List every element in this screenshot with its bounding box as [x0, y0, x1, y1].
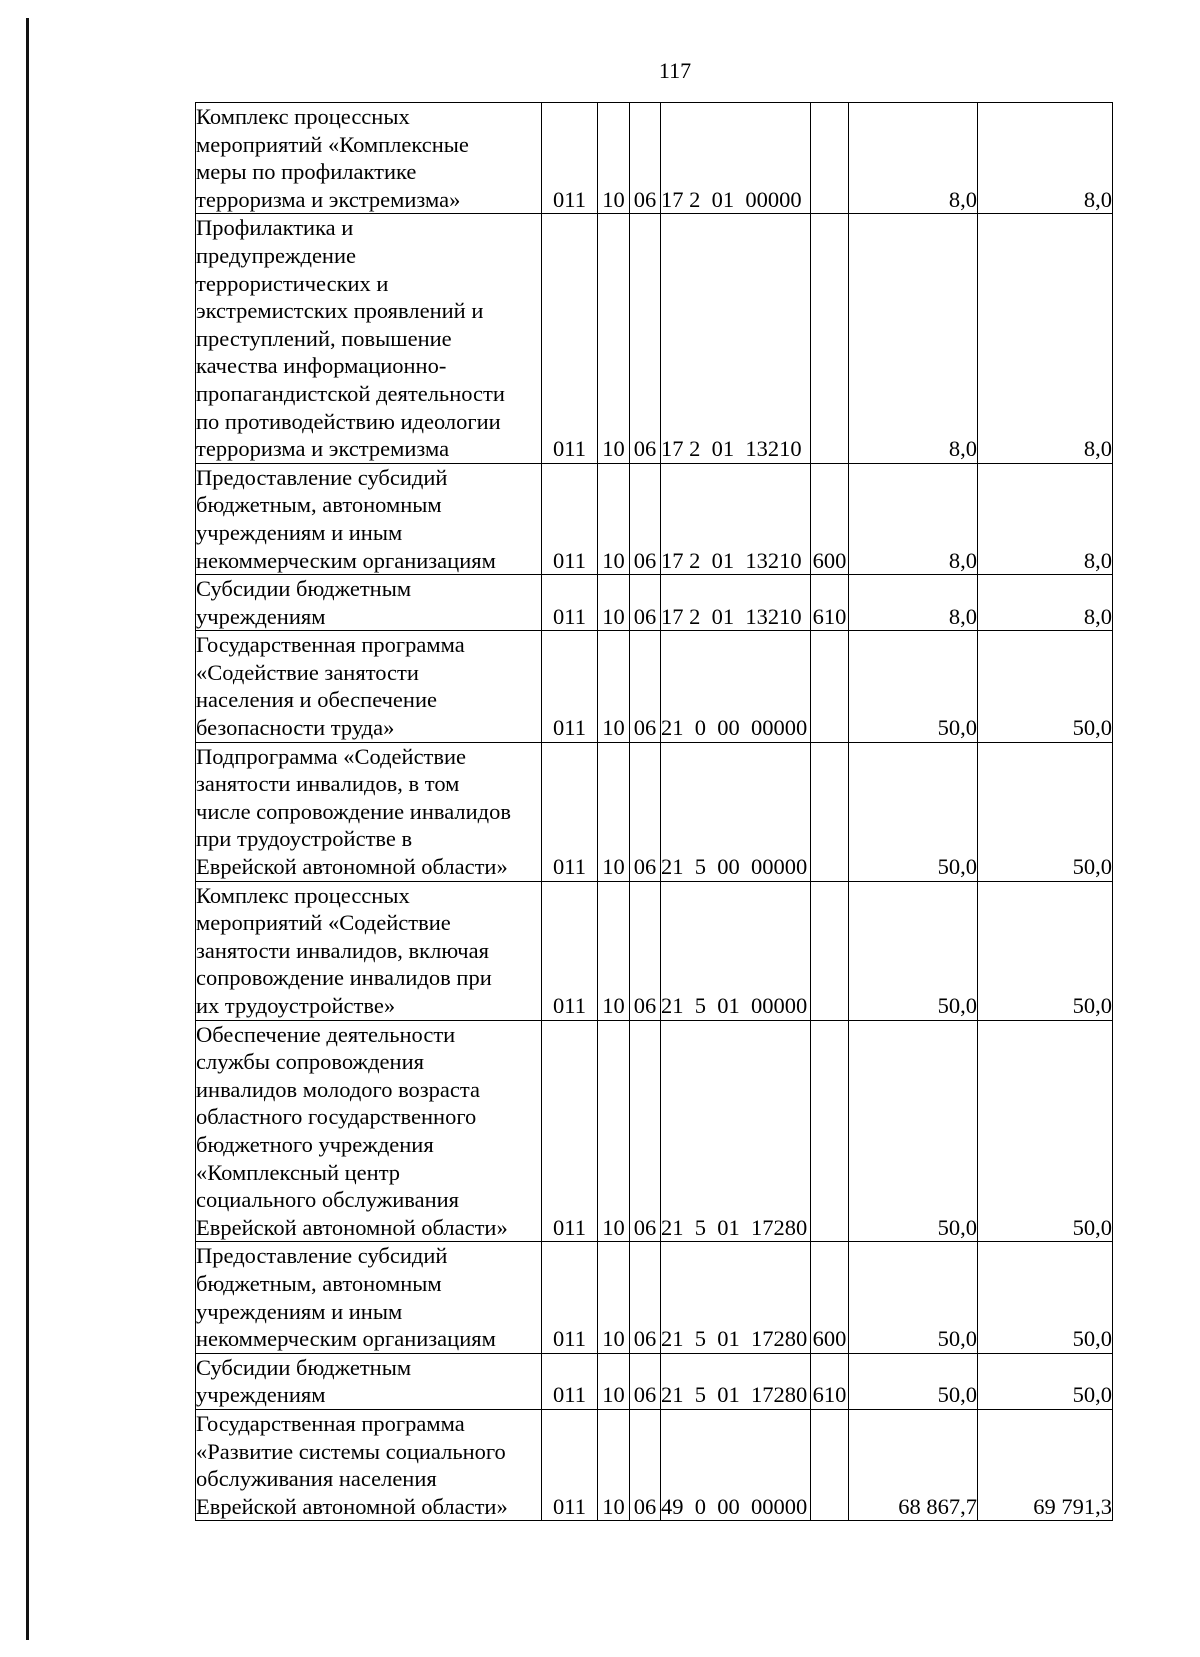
description-cell: [196, 1353, 542, 1409]
description-cell: [196, 214, 542, 463]
amount-year1-cell: 50,0: [849, 1242, 978, 1353]
amount-year1-cell: 50,0: [849, 631, 978, 742]
amount-year1-cell: 8,0: [849, 575, 978, 631]
description-line: пропагандистской деятельности: [196, 380, 505, 406]
expense-type-cell: [811, 103, 849, 214]
description-cell: [196, 1020, 542, 1242]
amount-year1-cell: 50,0: [849, 742, 978, 881]
admin-code-cell: 011: [542, 881, 598, 1020]
amount-year2-cell: 69 791,3: [978, 1409, 1113, 1520]
description-line: Обеспечение деятельности: [196, 1021, 456, 1047]
description-line: занятости инвалидов, включая: [196, 937, 489, 963]
amount-year2-cell: 50,0: [978, 631, 1113, 742]
section-code-cell: 10: [598, 631, 630, 742]
description-line: по противодействию идеологии: [196, 408, 501, 434]
description-cell: [196, 631, 542, 742]
expense-type-cell: [811, 881, 849, 1020]
table-row: [196, 214, 1113, 463]
description-line: преступлений, повышение: [196, 325, 452, 351]
description-line: их трудоустройстве»: [196, 993, 396, 1018]
target-article-cell: 21 5 01 00000: [661, 881, 811, 1020]
description-line: мероприятий «Содействие: [196, 910, 451, 936]
description-cell: [196, 881, 542, 1020]
expense-type-cell: 600: [811, 1242, 849, 1353]
subsection-code-cell: 06: [630, 1409, 661, 1520]
description-line: предупреждение: [196, 242, 357, 268]
amount-year2-cell: 50,0: [978, 1020, 1113, 1242]
target-article-cell: 21 5 01 17280: [661, 1242, 811, 1353]
subsection-code-cell: 06: [630, 631, 661, 742]
subsection-code-cell: 06: [630, 1242, 661, 1353]
target-article-cell: 17 2 01 13210: [661, 575, 811, 631]
amount-year1-cell: 68 867,7: [849, 1409, 978, 1520]
description-line: социального обслуживания: [196, 1187, 460, 1213]
description-line: учреждениям: [196, 603, 326, 629]
table-row: [196, 463, 1113, 574]
amount-year2-cell: 50,0: [978, 1242, 1113, 1353]
table-row: [196, 1020, 1113, 1242]
amount-year1-cell: 50,0: [849, 1020, 978, 1242]
description-cell: [196, 575, 542, 631]
description-line: Субсидии бюджетным: [196, 1354, 412, 1380]
expense-type-cell: [811, 631, 849, 742]
description-line: «Развитие системы социального: [196, 1438, 506, 1464]
description-line: Комплекс процессных: [196, 882, 410, 908]
section-code-cell: 10: [598, 103, 630, 214]
description-cell: [196, 1242, 542, 1353]
expense-type-cell: 610: [811, 1353, 849, 1409]
admin-code-cell: 011: [542, 742, 598, 881]
description-cell: [196, 103, 542, 214]
section-code-cell: 10: [598, 463, 630, 574]
target-article-cell: 21 5 01 17280: [661, 1353, 811, 1409]
subsection-code-cell: 06: [630, 575, 661, 631]
admin-code-cell: 011: [542, 1020, 598, 1242]
expense-type-cell: 600: [811, 463, 849, 574]
amount-year1-cell: 8,0: [849, 463, 978, 574]
description-cell: [196, 742, 542, 881]
table-row: [196, 103, 1113, 214]
description-line: терроризма и экстремизма»: [196, 186, 461, 212]
description-line: сопровождение инвалидов при: [196, 965, 492, 991]
description-line: бюджетного учреждения: [196, 1131, 434, 1157]
description-line: Государственная программа: [196, 1410, 465, 1436]
expense-type-cell: [811, 742, 849, 881]
expense-type-cell: 610: [811, 575, 849, 631]
subsection-code-cell: 06: [630, 1020, 661, 1242]
section-code-cell: 10: [598, 575, 630, 631]
amount-year2-cell: 50,0: [978, 742, 1113, 881]
subsection-code-cell: 06: [630, 103, 661, 214]
description-line: меры по профилактике: [196, 159, 417, 185]
subsection-code-cell: 06: [630, 742, 661, 881]
description-line: бюджетным, автономным: [196, 1270, 442, 1296]
admin-code-cell: 011: [542, 575, 598, 631]
description-line: занятости инвалидов, в том: [196, 771, 460, 797]
description-line: некоммерческим организациям: [196, 1326, 496, 1352]
description-line: областного государственного: [196, 1104, 477, 1130]
target-article-cell: 17 2 01 13210: [661, 214, 811, 463]
description-line: экстремистских проявлений и: [196, 298, 484, 324]
amount-year1-cell: 50,0: [849, 1353, 978, 1409]
amount-year2-cell: 8,0: [978, 214, 1113, 463]
subsection-code-cell: 06: [630, 1353, 661, 1409]
description-line: Субсидии бюджетным: [196, 576, 412, 602]
description-line: террористических и: [196, 270, 389, 296]
description-line: «Содействие занятости: [196, 659, 419, 685]
table-row: [196, 1409, 1113, 1520]
description-line: обслуживания населения: [196, 1466, 437, 1492]
description-line: Еврейской автономной области»: [196, 1493, 508, 1519]
description-line: Подпрограмма «Содействие: [196, 743, 467, 769]
table-row: [196, 881, 1113, 1020]
section-code-cell: 10: [598, 742, 630, 881]
section-code-cell: 10: [598, 1409, 630, 1520]
description-line: некоммерческим организациям: [196, 547, 496, 573]
expense-type-cell: [811, 1409, 849, 1520]
admin-code-cell: 011: [542, 1409, 598, 1520]
description-line: качества информационно-: [196, 353, 447, 379]
description-line: учреждениям и иным: [196, 1298, 403, 1324]
description-line: Предоставление субсидий: [196, 1243, 448, 1269]
description-cell: [196, 463, 542, 574]
target-article-cell: 21 0 00 00000: [661, 631, 811, 742]
expense-type-cell: [811, 214, 849, 463]
amount-year2-cell: 8,0: [978, 103, 1113, 214]
description-line: Еврейской автономной области»: [196, 1214, 508, 1240]
admin-code-cell: 011: [542, 463, 598, 574]
description-line: инвалидов молодого возраста: [196, 1076, 480, 1102]
admin-code-cell: 011: [542, 1242, 598, 1353]
section-code-cell: 10: [598, 881, 630, 1020]
table-row: [196, 575, 1113, 631]
table-row: [196, 1353, 1113, 1409]
subsection-code-cell: 06: [630, 881, 661, 1020]
binding-line: [26, 18, 29, 1640]
section-code-cell: 10: [598, 1242, 630, 1353]
admin-code-cell: 011: [542, 631, 598, 742]
description-line: мероприятий «Комплексные: [196, 131, 469, 157]
description-line: населения и обеспечение: [196, 687, 437, 713]
amount-year2-cell: 50,0: [978, 881, 1113, 1020]
description-line: при трудоустройстве в: [196, 826, 413, 852]
description-line: службы сопровождения: [196, 1049, 424, 1075]
expense-type-cell: [811, 1020, 849, 1242]
table-row: [196, 631, 1113, 742]
description-line: учреждениям и иным: [196, 519, 403, 545]
description-line: безопасности труда»: [196, 715, 395, 741]
description-cell: [196, 1409, 542, 1520]
description-line: бюджетным, автономным: [196, 492, 442, 518]
page-number: 117: [658, 58, 692, 83]
amount-year1-cell: 8,0: [849, 214, 978, 463]
admin-code-cell: 011: [542, 103, 598, 214]
admin-code-cell: 011: [542, 214, 598, 463]
description-line: учреждениям: [196, 1382, 326, 1408]
amount-year1-cell: 8,0: [849, 103, 978, 214]
description-line: Еврейской автономной области»: [196, 854, 508, 880]
amount-year1-cell: 50,0: [849, 881, 978, 1020]
description-line: терроризма и экстремизма: [196, 436, 450, 462]
description-line: числе сопровождение инвалидов: [196, 798, 511, 824]
section-code-cell: 10: [598, 1020, 630, 1242]
target-article-cell: 21 5 00 00000: [661, 742, 811, 881]
description-line: Государственная программа: [196, 632, 465, 658]
subsection-code-cell: 06: [630, 214, 661, 463]
target-article-cell: 21 5 01 17280: [661, 1020, 811, 1242]
description-line: Комплекс процессных: [196, 104, 410, 129]
target-article-cell: 17 2 01 00000: [661, 103, 811, 214]
amount-year2-cell: 50,0: [978, 1353, 1113, 1409]
description-line: «Комплексный центр: [196, 1159, 401, 1185]
target-article-cell: 49 0 00 00000: [661, 1409, 811, 1520]
amount-year2-cell: 8,0: [978, 575, 1113, 631]
description-line: Предоставление субсидий: [196, 464, 448, 490]
admin-code-cell: 011: [542, 1353, 598, 1409]
description-line: Профилактика и: [196, 215, 354, 241]
section-code-cell: 10: [598, 214, 630, 463]
amount-year2-cell: 8,0: [978, 463, 1113, 574]
target-article-cell: 17 2 01 13210: [661, 463, 811, 574]
budget-table: [195, 102, 1113, 1521]
section-code-cell: 10: [598, 1353, 630, 1409]
subsection-code-cell: 06: [630, 463, 661, 574]
table-row: [196, 1242, 1113, 1353]
table-row: [196, 742, 1113, 881]
